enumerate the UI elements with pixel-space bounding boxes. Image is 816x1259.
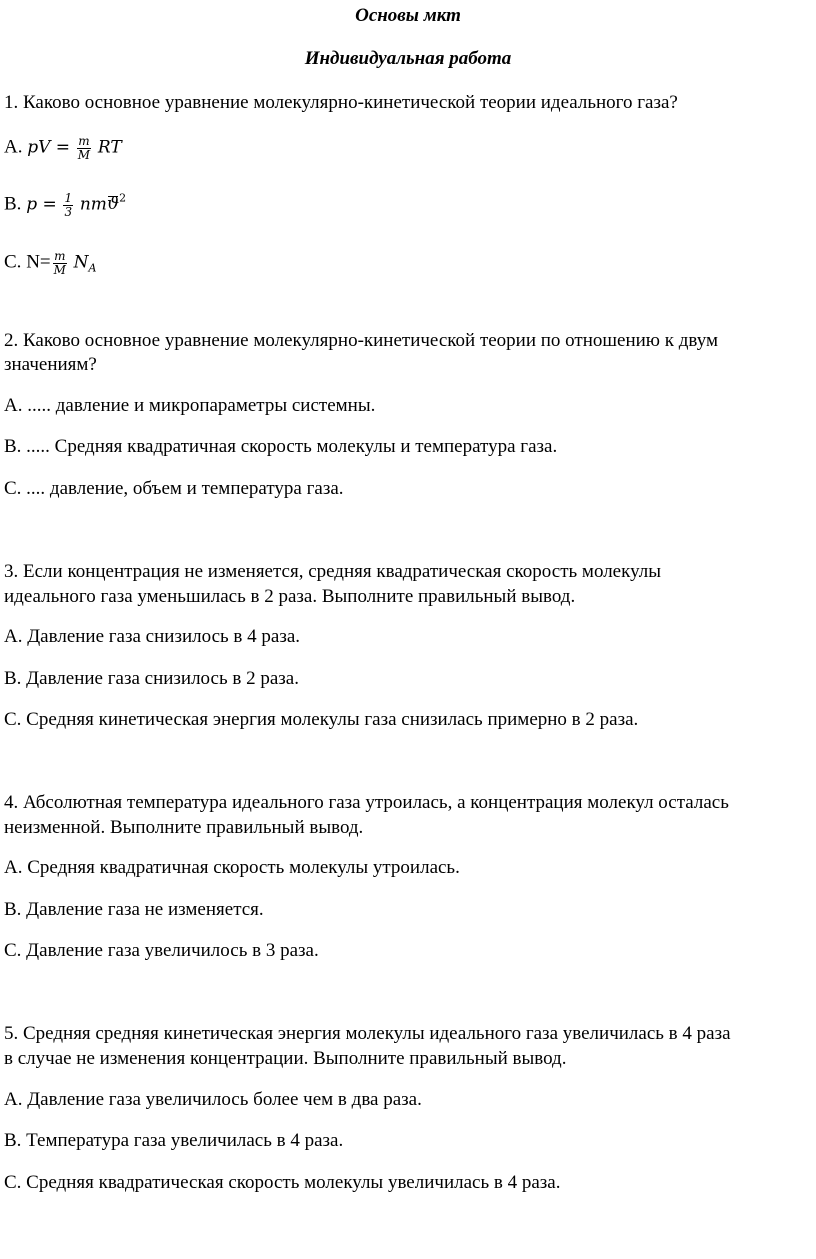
question-5-option-c: C. Средняя квадратическая скорость молекулы увеличилась в 4 раза. xyxy=(4,1172,561,1193)
question-5-text-line-2: в случае не изменения концентрации. Выполните правильный вывод. xyxy=(4,1048,567,1069)
question-2-option-a: A. ..... давление и микропараметры системны. xyxy=(4,395,376,416)
option-letter: C. xyxy=(4,251,22,273)
subscript: A xyxy=(88,261,97,275)
document-title: Основы мкт xyxy=(355,5,461,26)
fraction xyxy=(63,192,73,218)
exponent: 2 xyxy=(119,191,127,205)
question-1-option-c xyxy=(4,250,97,276)
question-2-option-b: B. ..... Средняя квадратичная скорость молекулы и температура газа. xyxy=(4,436,558,457)
question-3-text-line-2: идеального газа уменьшилась в 2 раза. Выполните правильный вывод. xyxy=(4,586,576,607)
question-3-option-b: B. Давление газа снизилось в 2 раза. xyxy=(4,668,299,689)
fraction-numerator: 1 xyxy=(64,191,73,205)
question-3-text-line-1: 3. Если концентрация не изменяется, средняя квадратическая скорость молекулы xyxy=(4,561,661,582)
question-4-option-a: A. Средняя квадратичная скорость молекулы утроилась. xyxy=(4,857,460,878)
fraction-denominator: M xyxy=(77,147,91,162)
fraction xyxy=(53,250,67,276)
formula-lhs: pV = xyxy=(27,137,71,158)
question-5-option-a: A. Давление газа увеличилось более чем в два раза. xyxy=(4,1089,422,1110)
question-5-option-b: B. Температура газа увеличилась в 4 раза. xyxy=(4,1130,344,1151)
formula-rhs: N xyxy=(73,252,89,273)
question-4-option-c: C. Давление газа увеличилось в 3 раза. xyxy=(4,940,319,961)
question-2-text-line-2: значениям? xyxy=(4,354,97,375)
formula-rhs: nm xyxy=(79,194,107,215)
fraction-numerator: m xyxy=(54,249,66,263)
question-4-text-line-2: неизменной. Выполните правильный вывод. xyxy=(4,817,364,838)
option-letter: A. xyxy=(4,136,23,158)
question-2-text-line-1: 2. Каково основное уравнение молекулярно-кинетической теории по отношению к двум xyxy=(4,330,718,351)
question-1-option-a xyxy=(4,135,122,161)
fraction-denominator: 3 xyxy=(64,204,73,219)
question-2-option-c: C. .... давление, объем и температура газа. xyxy=(4,478,344,499)
formula-lhs: N= xyxy=(26,251,51,273)
question-1-option-b xyxy=(4,192,126,218)
fraction xyxy=(77,135,91,161)
fraction-numerator: m xyxy=(78,134,90,148)
question-4-option-b: B. Давление газа не изменяется. xyxy=(4,899,264,920)
question-5-text-line-1: 5. Средняя средняя кинетическая энергия молекулы идеального газа увеличилась в 4 раза xyxy=(4,1023,731,1044)
document-subtitle: Индивидуальная работа xyxy=(304,48,512,69)
formula-rhs: RT xyxy=(97,137,122,158)
option-letter: B. xyxy=(4,193,22,215)
fraction-denominator: M xyxy=(53,262,66,277)
formula-lhs: p = xyxy=(26,194,57,215)
mean-velocity-symbol: ϑ xyxy=(106,194,120,215)
question-3-option-c: C. Средняя кинетическая энергия молекулы газа снизилась примерно в 2 раза. xyxy=(4,709,639,730)
question-1-text: 1. Каково основное уравнение молекулярно-кинетической теории идеального газа? xyxy=(4,92,678,113)
question-4-text-line-1: 4. Абсолютная температура идеального газа утроилась, а концентрация молекул осталась xyxy=(4,792,729,813)
question-3-option-a: A. Давление газа снизилось в 4 раза. xyxy=(4,626,301,647)
